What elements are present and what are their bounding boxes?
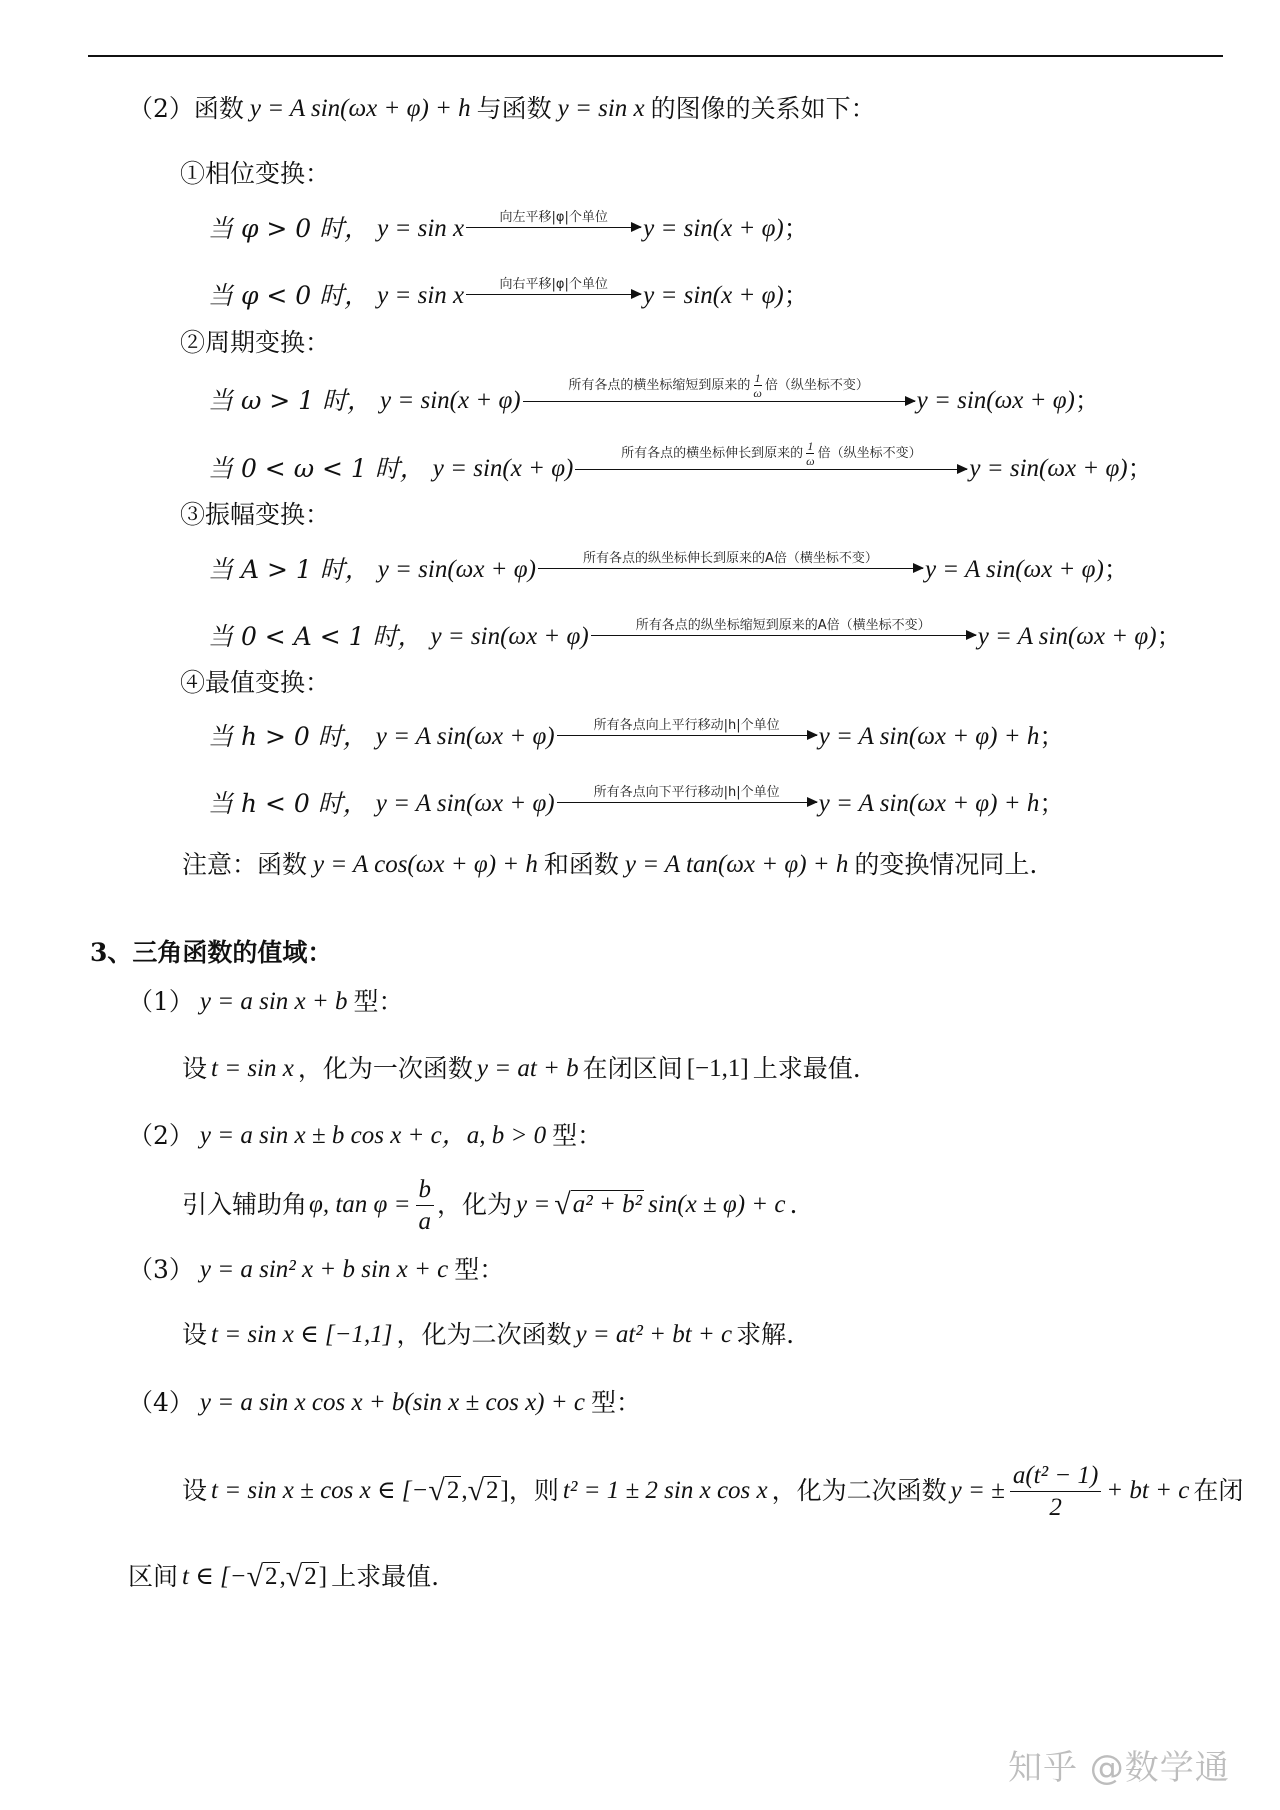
item-form: y = a sin x cos x + b(sin x ± cos x) + c <box>199 1389 585 1416</box>
body-math: y = <box>516 1191 551 1218</box>
note-mid: 和函数 <box>543 850 619 879</box>
row-condition: 当 A > 1 时， <box>208 555 370 584</box>
sqrt-content: 2 <box>446 1477 460 1504</box>
body-post: 上求最值. <box>331 1562 440 1591</box>
fraction-denominator: ω <box>753 385 762 400</box>
body-post: 上求最值. <box>752 1054 861 1083</box>
transform-arrow <box>466 277 641 296</box>
note-line <box>182 848 1037 882</box>
item-type-suffix: 型： <box>552 1121 603 1150</box>
body-mid: ，化为 <box>437 1190 513 1219</box>
row-condition: 当 ω > 1 时， <box>208 386 373 415</box>
row-condition: 当 h < 0 时， <box>208 789 368 818</box>
item-label: （2） <box>128 1121 194 1150</box>
item-3-heading <box>128 1253 504 1287</box>
arrow-label <box>617 440 926 467</box>
body-pre: 区间 <box>128 1562 179 1591</box>
item-form-extra: ，a, b > 0 <box>441 1122 547 1149</box>
arrow-label-post: 倍（纵坐标不变） <box>764 377 869 393</box>
arrow-label: 所有各点向下平行移动|h|个单位 <box>593 784 780 800</box>
item-type-suffix: 型： <box>590 1388 641 1417</box>
row-to: y = sin(x + φ) <box>643 282 784 309</box>
arrow-label-pre: 所有各点的横坐标伸长到原来的 <box>621 445 804 461</box>
body-math: sin(x ± φ) + c <box>648 1191 786 1218</box>
note-suffix: 的变换情况同上. <box>854 850 1038 879</box>
note-fn2: y = A tan(ωx + φ) + h <box>624 851 849 878</box>
row-end: ； <box>783 281 809 310</box>
arrow-shaft <box>466 227 641 229</box>
arrow-label: 所有各点的纵坐标伸长到原来的A倍（横坐标不变） <box>583 550 878 566</box>
item-2-body <box>182 1175 797 1235</box>
amplitude-title <box>180 498 330 532</box>
row-from: y = sin x <box>377 215 465 242</box>
fraction-numerator: 1 <box>807 438 814 453</box>
quadratic-fraction <box>1010 1463 1101 1520</box>
heading-fn1: y = A sin(ωx + φ) + h <box>249 95 471 122</box>
row-to: y = A sin(ωx + φ) + h <box>818 723 1040 750</box>
section2-heading <box>128 92 876 126</box>
watermark: 知乎 @数学通 <box>1008 1748 1230 1788</box>
row-condition: 当 φ > 0 时， <box>208 214 370 243</box>
sqrt-expression <box>286 1562 319 1592</box>
body-post: 求解. <box>736 1320 795 1349</box>
sqrt-expression <box>428 1476 461 1506</box>
arrow-shaft <box>557 735 817 737</box>
transform-arrow <box>591 618 976 637</box>
row-to: y = A sin(ωx + φ) + h <box>818 790 1040 817</box>
item-label: （1） <box>128 987 194 1016</box>
row-condition: 当 φ < 0 时， <box>208 281 370 310</box>
item-form: y = a sin x ± b cos x + c <box>199 1122 442 1149</box>
note-fn1: y = A cos(ωx + φ) + h <box>313 851 538 878</box>
phase-title <box>180 157 330 191</box>
body-mid: ，则 <box>508 1476 559 1505</box>
sqrt-expression <box>468 1476 501 1506</box>
body-math: , <box>279 1563 286 1590</box>
fraction-numerator: a(t² − 1) <box>1010 1463 1101 1492</box>
sqrt-sign: √ <box>554 1188 571 1221</box>
body-mid: ，化为二次函数 <box>771 1476 947 1505</box>
arrow-shaft <box>538 568 923 570</box>
body-mid: ，化为二次函数 <box>396 1320 572 1349</box>
item-1-body <box>182 1052 861 1086</box>
transform-arrow <box>466 210 641 229</box>
arrow-fraction <box>753 372 761 399</box>
body-math: t ∈ [− <box>182 1563 247 1590</box>
body-math: y = at + b <box>476 1055 579 1082</box>
arrow-fraction <box>806 440 814 467</box>
arrow-label-pre: 所有各点的横坐标缩短到原来的 <box>568 377 751 393</box>
body-math: t = sin x ± cos x ∈ [− <box>211 1477 429 1504</box>
transform-arrow <box>538 551 923 570</box>
row-end: ； <box>1156 622 1182 651</box>
row-from: y = sin(ωx + φ) <box>430 623 589 650</box>
row-condition: 当 h > 0 时， <box>208 722 368 751</box>
row-to: y = sin(ωx + φ) <box>916 387 1075 414</box>
body-math: t = sin x ∈ [−1,1] <box>211 1321 393 1348</box>
body-post: 在闭 <box>1193 1476 1244 1505</box>
extremum-row-2 <box>208 784 1065 821</box>
item-form: y = a sin x + b <box>199 988 348 1015</box>
row-from: y = sin(ωx + φ) <box>377 556 536 583</box>
item-4-heading <box>128 1386 641 1420</box>
section3-title <box>90 936 332 970</box>
fraction-denominator: 2 <box>1049 1493 1062 1521</box>
sqrt-sign: √ <box>285 1560 303 1593</box>
header-rule <box>88 55 1223 57</box>
body-math: ] <box>500 1477 509 1504</box>
item-3-body <box>182 1318 794 1352</box>
item-form: y = a sin² x + b sin x + c <box>199 1256 449 1283</box>
section3-title-text: 3、三角函数的值域： <box>90 938 333 967</box>
amplitude-title-text: ③振幅变换： <box>180 500 331 529</box>
body-pre: 设 <box>182 1054 208 1083</box>
period-row-1 <box>208 370 1100 418</box>
fraction-denominator: ω <box>806 453 815 468</box>
row-end: ； <box>1039 789 1065 818</box>
body-pre: 设 <box>182 1320 208 1349</box>
item-2-heading <box>128 1119 602 1153</box>
body-math: t² = 1 ± 2 sin x cos x <box>562 1477 768 1504</box>
transform-arrow <box>557 785 817 804</box>
sqrt-content: a² + b² <box>572 1191 643 1218</box>
row-to: y = sin(ωx + φ) <box>969 455 1128 482</box>
item-4-continuation <box>128 1560 439 1594</box>
sqrt-sign: √ <box>246 1560 264 1593</box>
sqrt-content: 2 <box>265 1563 278 1590</box>
row-end: ； <box>783 214 809 243</box>
arrow-shaft <box>575 469 967 471</box>
row-condition: 当 0 < A < 1 时， <box>208 622 423 651</box>
body-pre: 引入辅助角 <box>182 1190 308 1219</box>
phase-row-1 <box>208 209 809 246</box>
row-end: ； <box>1074 386 1100 415</box>
sqrt-expression <box>247 1562 280 1592</box>
amplitude-row-2 <box>208 617 1182 654</box>
item-label: （3） <box>128 1255 194 1284</box>
row-from: y = sin x <box>377 282 465 309</box>
transform-arrow <box>575 440 967 471</box>
transform-arrow <box>523 372 915 403</box>
arrow-label: 向右平移|φ|个单位 <box>499 276 608 292</box>
arrow-label: 向左平移|φ|个单位 <box>499 209 608 225</box>
fraction-numerator: b <box>416 1177 435 1206</box>
row-end: ； <box>1127 454 1153 483</box>
extremum-title <box>180 666 330 700</box>
body-math: + bt + c <box>1106 1477 1190 1504</box>
phase-row-2 <box>208 276 809 313</box>
body-mid: ，化为一次函数 <box>297 1054 473 1083</box>
arrow-shaft <box>557 802 817 804</box>
heading-mid: 与函数 <box>476 94 552 123</box>
row-end: ； <box>1039 722 1065 751</box>
heading-fn2: y = sin x <box>557 95 645 122</box>
body-math: , <box>461 1477 468 1504</box>
phase-title-text: ①相位变换： <box>180 159 331 188</box>
fraction-numerator: 1 <box>754 370 761 385</box>
row-to: y = sin(x + φ) <box>643 215 784 242</box>
extremum-title-text: ④最值变换： <box>180 668 331 697</box>
period-title <box>180 326 330 360</box>
aux-angle-fraction <box>416 1177 435 1234</box>
transform-arrow <box>557 718 817 737</box>
body-math: φ, tan φ = <box>309 1191 411 1218</box>
arrow-label <box>564 372 873 399</box>
sqrt-content: 2 <box>486 1477 499 1504</box>
sqrt-expression <box>554 1190 644 1220</box>
period-row-2 <box>208 438 1153 486</box>
arrow-shaft <box>591 635 976 637</box>
row-from: y = A sin(ωx + φ) <box>375 790 555 817</box>
fraction-denominator: a <box>418 1207 431 1235</box>
row-to: y = A sin(ωx + φ) <box>977 623 1157 650</box>
row-from: y = sin(x + φ) <box>380 387 521 414</box>
amplitude-row-1 <box>208 550 1129 587</box>
body-post: . <box>789 1190 798 1219</box>
heading-prefix: （2）函数 <box>128 94 244 123</box>
arrow-label: 所有各点向上平行移动|h|个单位 <box>593 717 780 733</box>
body-mid: 在闭区间 <box>582 1054 683 1083</box>
item-1-heading <box>128 985 404 1019</box>
sqrt-sign: √ <box>467 1474 485 1507</box>
body-math: y = at² + bt + c <box>575 1321 733 1348</box>
arrow-label-post: 倍（纵坐标不变） <box>817 445 922 461</box>
body-math: ] <box>318 1563 328 1590</box>
period-title-text: ②周期变换： <box>180 328 331 357</box>
body-math: y = ± <box>950 1477 1005 1504</box>
body-pre: 设 <box>182 1476 208 1505</box>
item-4-body <box>182 1455 1243 1527</box>
sqrt-content: 2 <box>304 1563 317 1590</box>
sqrt-sign: √ <box>428 1474 445 1507</box>
row-condition: 当 0 < ω < 1 时， <box>208 454 425 483</box>
note-prefix: 注意：函数 <box>182 850 308 879</box>
row-to: y = A sin(ωx + φ) <box>924 556 1104 583</box>
item-label: （4） <box>128 1388 194 1417</box>
arrow-label: 所有各点的纵坐标缩短到原来的A倍（横坐标不变） <box>635 617 931 633</box>
row-from: y = sin(x + φ) <box>432 455 574 482</box>
row-end: ； <box>1103 555 1129 584</box>
body-math: [−1,1] <box>686 1055 749 1082</box>
arrow-shaft <box>523 401 915 403</box>
body-math: t = sin x <box>211 1055 294 1082</box>
item-type-suffix: 型： <box>353 987 404 1016</box>
item-type-suffix: 型： <box>454 1255 505 1284</box>
extremum-row-1 <box>208 717 1065 754</box>
heading-suffix: 的图像的关系如下： <box>650 94 876 123</box>
row-from: y = A sin(ωx + φ) <box>375 723 555 750</box>
arrow-shaft <box>466 294 641 296</box>
